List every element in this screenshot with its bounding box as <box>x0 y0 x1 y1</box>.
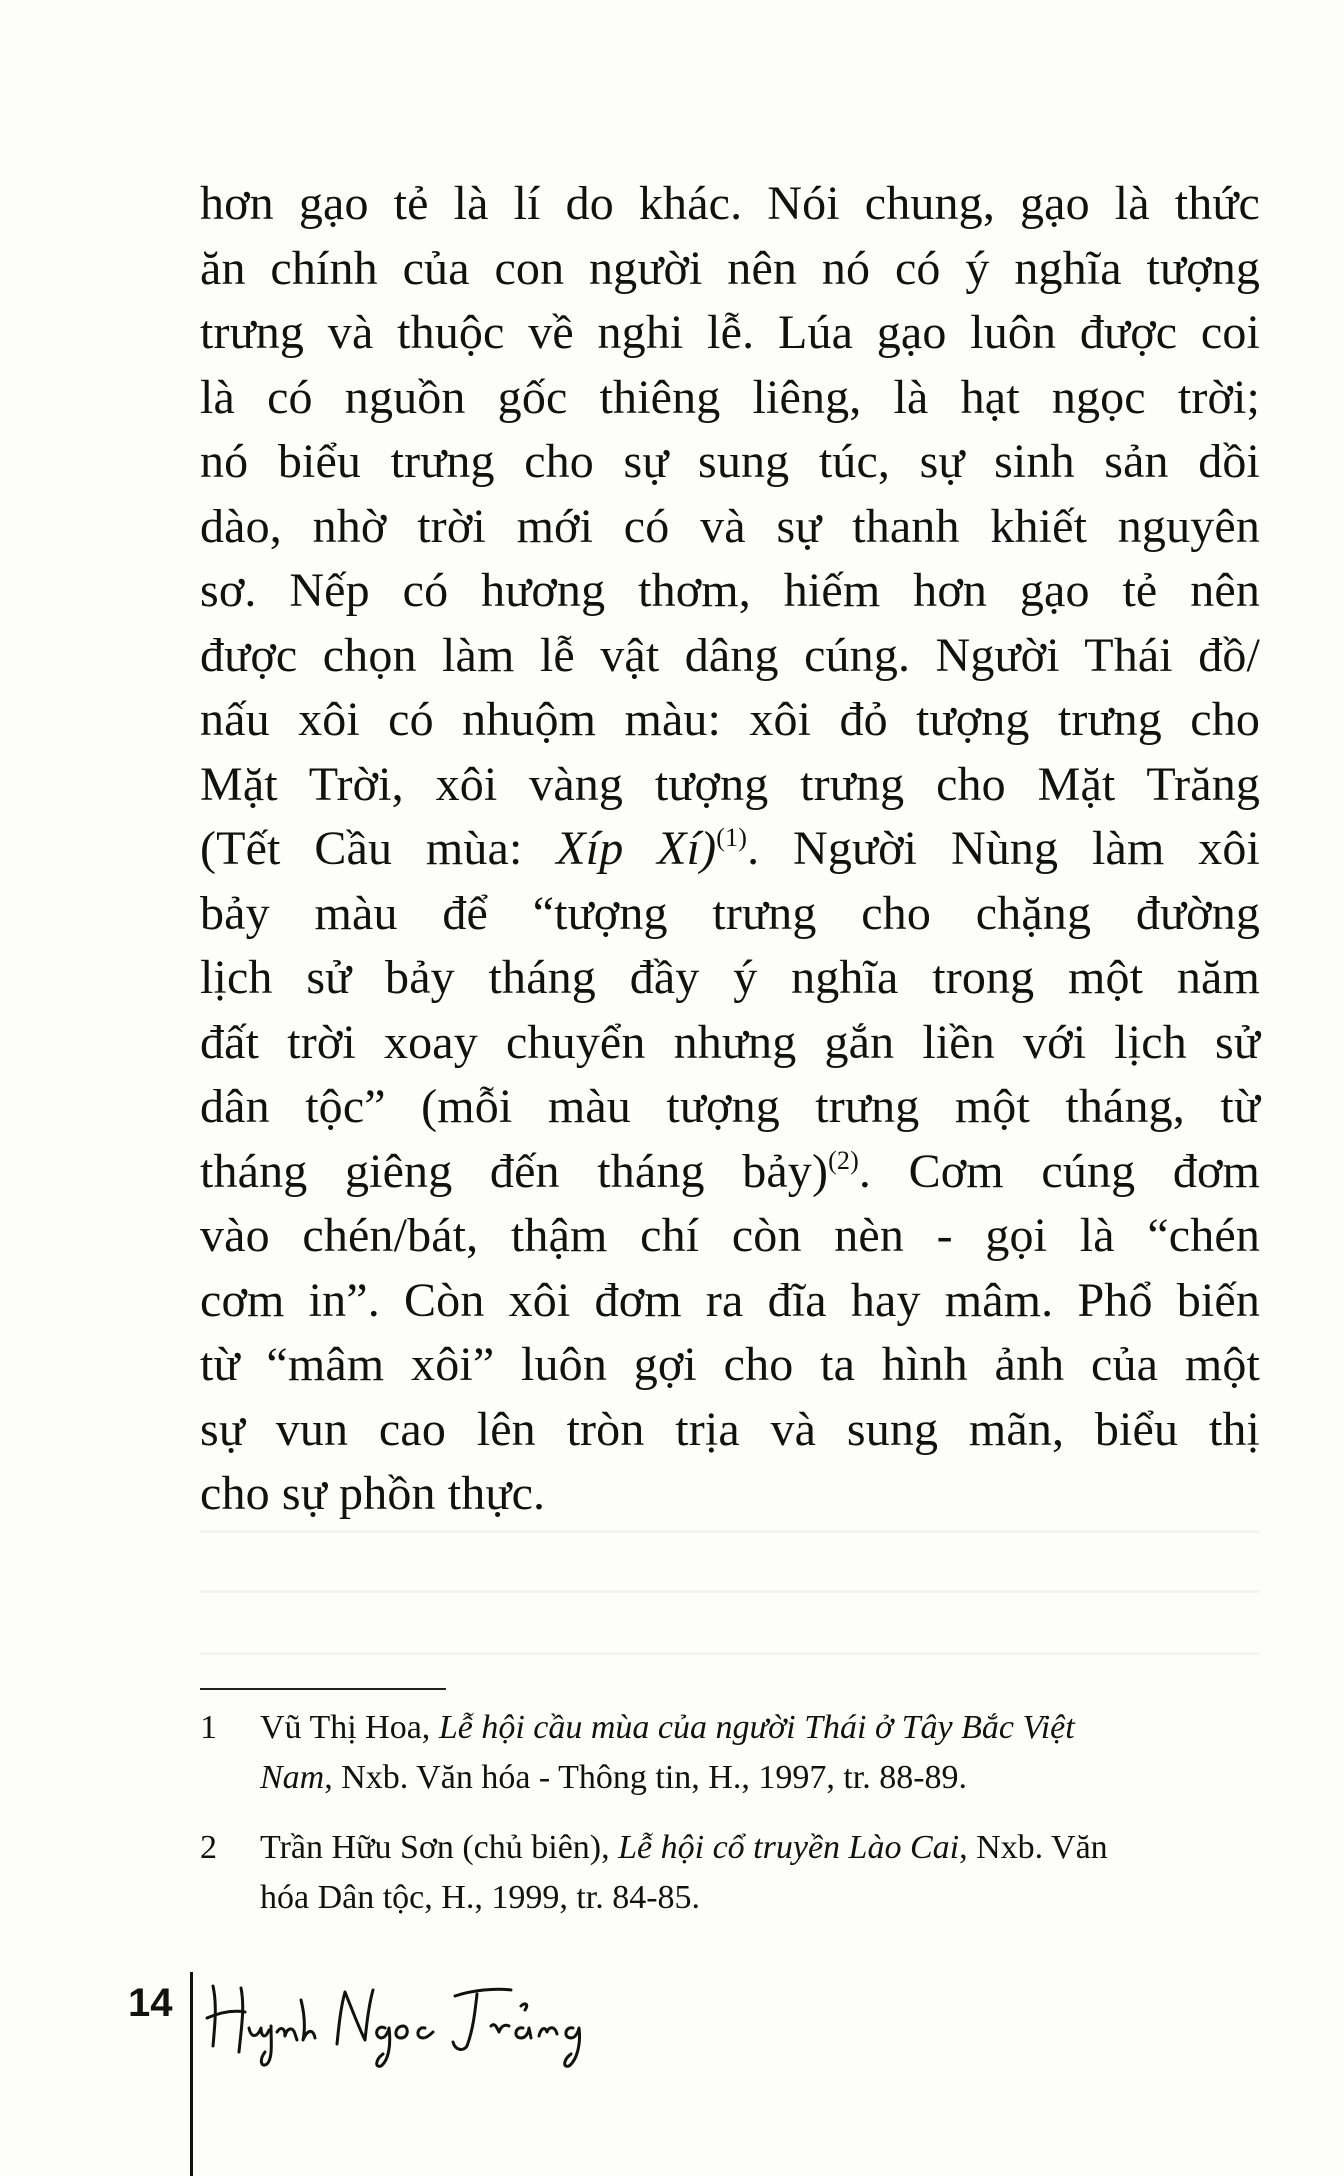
line-text: (Tết Cầu mùa: <box>200 822 557 875</box>
footnote-title: Nam <box>260 1759 325 1796</box>
footnote-line <box>260 1823 1260 1873</box>
footnote-title: Lễ hội cầu mùa của người Thái ở Tây Bắc Việt <box>438 1709 1075 1746</box>
footnote-2 <box>200 1823 1260 1923</box>
body-line: sơ. Nếp có hương thơm, hiếm hơn gạo tẻ nên <box>200 564 1260 617</box>
footnote-number: 2 <box>200 1829 217 1866</box>
body-line: được chọn làm lễ vật dâng cúng. Người Thái đồ/ <box>200 628 1260 682</box>
body-line: dân tộc” (mỗi màu tượng trưng một tháng, từ <box>200 1080 1260 1133</box>
body-line: bảy màu để “tượng trưng cho chặng đường <box>200 886 1260 940</box>
body-text <box>200 172 1260 1527</box>
body-line: Mặt Trời, xôi vàng tượng trưng cho Mặt Trăng <box>200 757 1260 811</box>
body-line: lịch sử bảy tháng đầy ý nghĩa trong một năm <box>200 951 1260 1004</box>
footnote-author: Vũ Thị Hoa, <box>260 1709 439 1746</box>
footnote-ref-2: (2) <box>828 1145 859 1175</box>
body-line: vào chén/bát, thậm chí còn nèn - gọi là “chén <box>200 1209 1260 1262</box>
line-text: . Người Nùng làm xôi <box>747 822 1261 875</box>
bleed-through <box>200 1590 1260 1593</box>
footnote-1 <box>200 1703 1260 1803</box>
body-line-footnote-ref-2 <box>200 1140 1260 1205</box>
line-text: . Cơm cúng đơm <box>858 1144 1261 1198</box>
body-line: đất trời xoay chuyển nhưng gắn liền với lịch sử <box>200 1015 1260 1069</box>
footer-divider <box>190 1972 193 2176</box>
footnote-line <box>260 1753 1260 1803</box>
footnote-line: hóa Dân tộc, H., 1999, tr. 84-85. <box>260 1879 701 1916</box>
footnote-separator <box>200 1688 446 1690</box>
footnote-publication: , Nxb. Văn hóa - Thông tin, H., 1997, tr. 88-89. <box>324 1759 968 1796</box>
body-line: hơn gạo tẻ là lí do khác. Nói chung, gạo là thức <box>200 177 1260 230</box>
page-number: 14 <box>128 1981 173 2025</box>
footnote-ref-1: (1) <box>716 823 748 852</box>
body-line: là có nguồn gốc thiêng liêng, là hạt ngọc trời; <box>200 370 1260 424</box>
bleed-through <box>200 1530 1260 1533</box>
signature-svg <box>205 1972 625 2072</box>
footnote-number: 1 <box>200 1709 217 1746</box>
footnote-title: Lễ hội cổ truyền Lào Cai <box>618 1829 960 1866</box>
body-line: từ “mâm xôi” luôn gợi cho ta hình ảnh của một <box>200 1338 1260 1391</box>
body-line: ăn chính của con người nên nó có ý nghĩa tượng <box>200 241 1260 295</box>
footnote-author: Trần Hữu Sơn (chủ biên), <box>260 1829 619 1866</box>
footnote-publication: , Nxb. Văn <box>959 1829 1108 1866</box>
author-signature <box>205 1972 625 2077</box>
line-text: tháng giêng đến tháng bảy) <box>200 1144 829 1198</box>
body-line: nó biểu trưng cho sự sung túc, sự sinh sản dồi <box>200 435 1260 488</box>
footnotes <box>200 1703 1260 1943</box>
body-line-footnote-ref-1 <box>200 817 1260 882</box>
italic-term: Xíp Xí) <box>556 822 717 875</box>
body-line: sự vun cao lên tròn trịa và sung mãn, biểu thị <box>200 1402 1260 1456</box>
bleed-through <box>200 1652 1260 1655</box>
footnote-line <box>260 1703 1260 1753</box>
body-line: dào, nhờ trời mới có và sự thanh khiết nguyên <box>200 499 1260 553</box>
body-line: nấu xôi có nhuộm màu: xôi đỏ tượng trưng cho <box>200 693 1260 746</box>
body-line: cho sự phồn thực. <box>200 1467 546 1520</box>
body-line: trưng và thuộc về nghi lễ. Lúa gạo luôn được coi <box>200 306 1260 359</box>
body-line: cơm in”. Còn xôi đơm ra đĩa hay mâm. Phổ biến <box>200 1273 1260 1327</box>
